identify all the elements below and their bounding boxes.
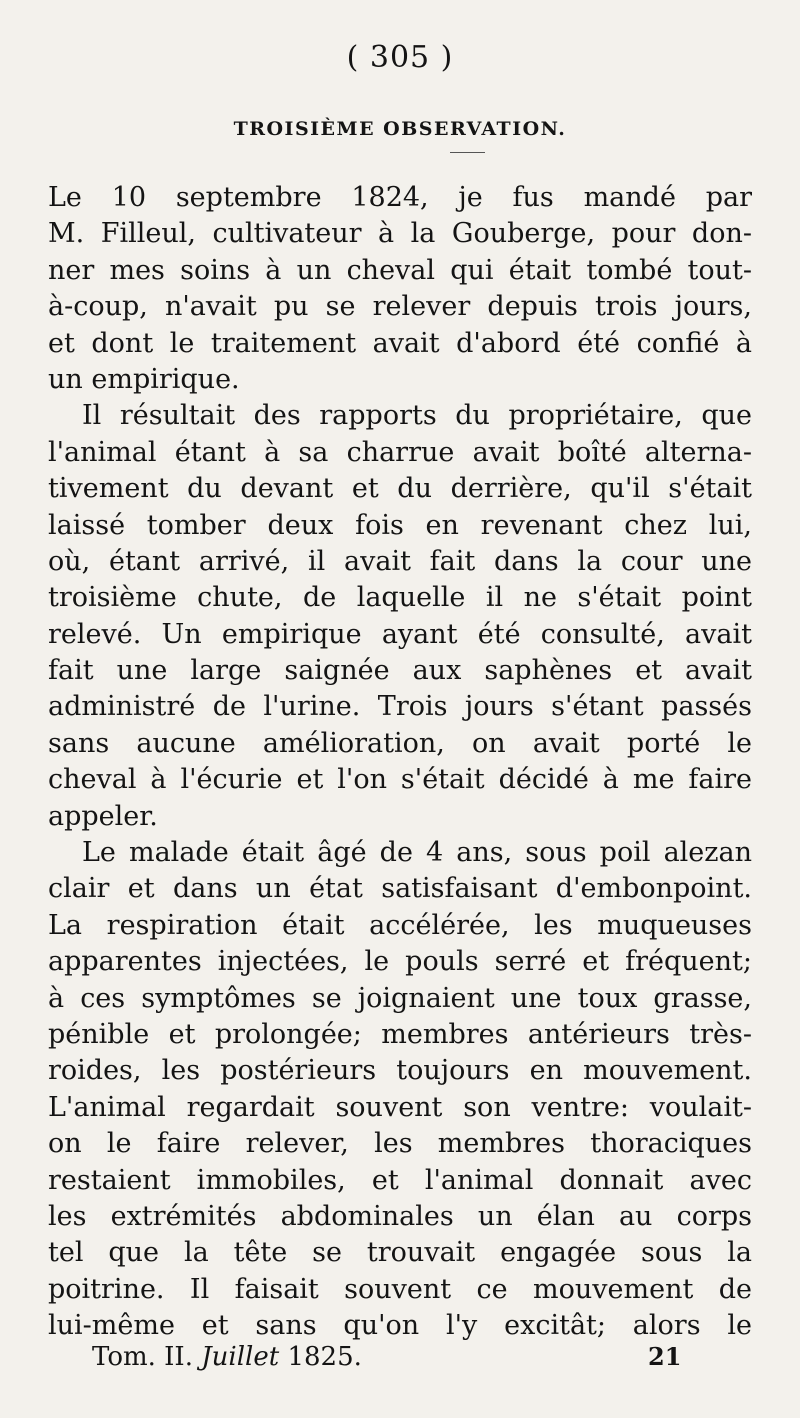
text-line: à ces symptômes se joignaient une toux grasse,	[48, 982, 752, 1014]
section-title: TROISIÈME OBSERVATION.	[233, 118, 567, 140]
text-line: tivement du devant et du derrière, qu'il s'était	[48, 473, 752, 505]
text-line: relevé. Un empirique ayant été consulté, avait	[48, 618, 752, 650]
text-line: l'animal étant à sa charrue avait boîté alterna-	[48, 436, 752, 468]
text-line: les extrémités abdominales un élan au corps	[48, 1200, 752, 1232]
text-line: poitrine. Il faisait souvent ce mouvement de	[48, 1273, 752, 1305]
text-line: clair et dans un état satisfaisant d'embonpoint.	[48, 873, 752, 905]
signature-mark: 21	[648, 1342, 682, 1371]
text-line: pénible et prolongée; membres antérieurs très-	[48, 1018, 752, 1050]
text-line: où, étant arrivé, il avait fait dans la cour une	[48, 545, 752, 577]
text-line: cheval à l'écurie et l'on s'était décidé à me faire	[48, 764, 752, 796]
text-line: tel que la tête se trouvait engagée sous la	[48, 1237, 752, 1269]
text-line: laissé tomber deux fois en revenant chez lui,	[48, 509, 752, 541]
text-line: La respiration était accélérée, les muqueuses	[48, 909, 752, 941]
text-line: appeler.	[48, 800, 158, 832]
page-footer	[92, 1342, 662, 1372]
body-text	[48, 180, 752, 1345]
text-line: un empirique.	[48, 363, 240, 395]
text-line: M. Filleul, cultivateur à la Gouberge, pour don-	[48, 218, 752, 250]
text-line: L'animal regardait souvent son ventre: voulait-	[48, 1091, 752, 1123]
text-line: apparentes injectées, le pouls serré et fréquent;	[48, 946, 752, 978]
text-line: et dont le traitement avait d'abord été confié à	[48, 327, 752, 359]
page-number: ( 305 )	[346, 40, 454, 75]
text-line: Le 10 septembre 1824, je fus mandé par	[48, 182, 752, 213]
text-line: troisième chute, de laquelle il ne s'était point	[48, 582, 752, 614]
text-line: fait une large saignée aux saphènes et avait	[48, 655, 752, 687]
text-line: lui-même et sans qu'on l'y excitât; alors le	[48, 1310, 752, 1342]
footer-year: 1825.	[287, 1342, 362, 1372]
text-line: administré de l'urine. Trois jours s'étant passés	[48, 691, 752, 723]
text-line: on le faire relever, les membres thoraciques	[48, 1128, 752, 1160]
footer-volume: Tom. II.	[92, 1342, 193, 1372]
title-rule	[450, 152, 485, 153]
text-line: à-coup, n'avait pu se relever depuis trois jours,	[48, 291, 752, 323]
text-line: restaient immobiles, et l'animal donnait avec	[48, 1164, 752, 1196]
text-line: ner mes soins à un cheval qui était tombé tout-	[48, 254, 752, 286]
text-line: Le malade était âgé de 4 ans, sous poil alezan	[82, 837, 752, 869]
text-line: roides, les postérieurs toujours en mouvement.	[48, 1055, 752, 1087]
footer-month: Juillet	[201, 1342, 280, 1372]
text-line: sans aucune amélioration, on avait porté le	[48, 727, 752, 759]
text-line: Il résultait des rapports du propriétaire, que	[82, 400, 752, 432]
